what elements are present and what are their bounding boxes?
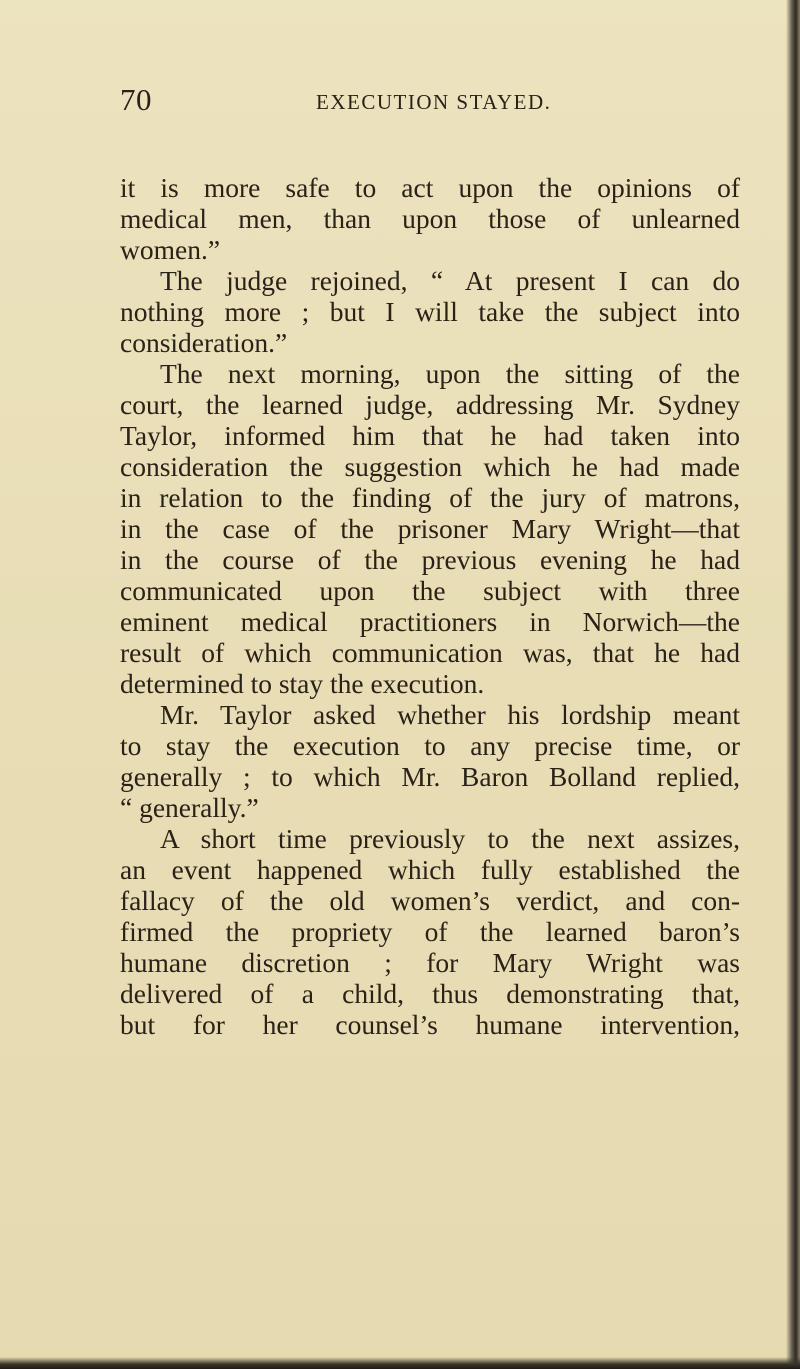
text-line: eminent medical practitioners in Norwich—the: [120, 606, 740, 637]
text-line: it is more safe to act upon the opinions of: [120, 172, 740, 203]
text-line: generally ; to which Mr. Baron Bolland replied,: [120, 761, 740, 792]
text-line: delivered of a child, thus demonstrating that,: [120, 978, 740, 1009]
text-line: in the case of the prisoner Mary Wright—that: [120, 513, 740, 544]
text-line: consideration.”: [120, 327, 288, 358]
running-head: EXECUTION STAYED.: [316, 90, 552, 114]
text-line: Taylor, informed him that he had taken into: [120, 420, 740, 451]
text-line: firmed the propriety of the learned baron’s: [120, 916, 740, 947]
text-line: fallacy of the old women’s verdict, and con-: [120, 885, 740, 916]
text-line: result of which communication was, that he had: [120, 637, 740, 668]
text-line: determined to stay the execution.: [120, 668, 485, 699]
text-line: The judge rejoined, “ At present I can do: [160, 265, 740, 296]
text-line: in relation to the finding of the jury of matrons,: [120, 482, 740, 513]
text-line: medical men, than upon those of unlearned: [120, 203, 740, 234]
page-header: [120, 82, 740, 122]
text-line: A short time previously to the next assizes,: [160, 823, 740, 854]
text-line: communicated upon the subject with three: [120, 575, 740, 606]
text-line: in the course of the previous evening he had: [120, 544, 740, 575]
text-line: “ generally.”: [120, 792, 259, 823]
page-bottom-shadow: [0, 1357, 800, 1369]
text-line: Mr. Taylor asked whether his lordship meant: [160, 699, 740, 730]
page-number: 70: [120, 82, 152, 117]
text-line: an event happened which fully established the: [120, 854, 740, 885]
text-line: but for her counsel’s humane intervention,: [120, 1009, 740, 1040]
text-line: nothing more ; but I will take the subject into: [120, 296, 740, 327]
text-line: to stay the execution to any precise time, or: [120, 730, 740, 761]
text-line: court, the learned judge, addressing Mr. Sydney: [120, 389, 740, 420]
text-line: women.”: [120, 234, 221, 265]
text-line: consideration the suggestion which he had made: [120, 451, 740, 482]
page-edge-shadow: [786, 0, 800, 1369]
body-text: [120, 172, 740, 1040]
text-line: The next morning, upon the sitting of the: [160, 358, 740, 389]
text-line: humane discretion ; for Mary Wright was: [120, 947, 740, 978]
